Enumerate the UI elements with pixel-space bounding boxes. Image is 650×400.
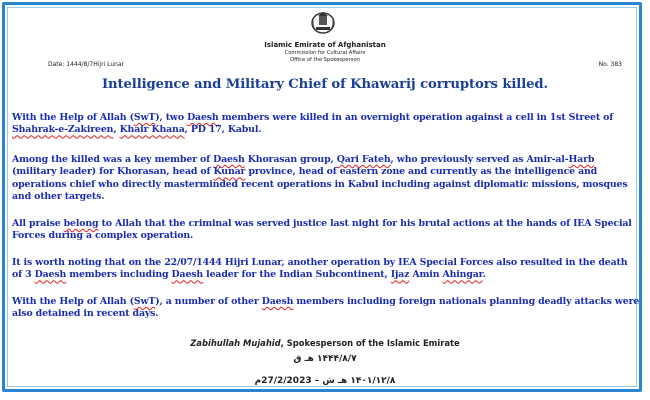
- paragraph-4: It is worth noting that on the 22/07/1444 Hijri Lunar, another operation by IEA Special Forces also resulted in the death of 3 Daesh members including Daesh leader for the Indian Subcontinent, Ijaz Amin Ahingar.: [12, 257, 628, 281]
- org-commission: Commission for Cultural Affairs: [284, 50, 366, 56]
- paragraph-1: With the Help of Allah (SwT), two Daesh members were killed in an overnight operation against a cell in 1st Street of Shahrak-e-Zakireen, Khair Khana, PD 17, Kabul.: [12, 112, 614, 136]
- paragraph-5: With the Help of Allah (SwT), a number of other Daesh members including foreign nationals planning deadly attacks were also detained in recent days.: [12, 296, 640, 320]
- paragraph-2: Among the killed was a key member of Daesh Khorasan group, Qari Fateh, who previously served as Amir-al-Harb (military leader) for Khorasan, head of Kunar province, head of eastern zone and currently as the intelligence and operations chief who directly masterminded recent operations in Kabul including against diplomatic missions, mosques and other targets.: [12, 154, 628, 202]
- signature-line: [0, 338, 650, 348]
- document-date: Date: 1444/8/7Hijri Lunar: [48, 61, 125, 68]
- document-number: No. 383: [598, 61, 622, 68]
- hijri-lunar-date: ۱۴۴۴/۸/۷ هـ ق: [293, 354, 357, 364]
- org-name: Islamic Emirate of Afghanistan: [264, 41, 386, 49]
- org-office: Office of the Spokesperson: [290, 57, 360, 63]
- emirate-emblem-icon: [309, 8, 337, 36]
- document-title: Intelligence and Military Chief of Khawarij corruptors killed.: [101, 77, 549, 92]
- spokesperson-name: Zabihullah Mujahid: [190, 338, 281, 348]
- hijri-solar-gregorian-date: ۱۴۰۱/۱۲/۸ هـ ش – 27/2/2023م: [254, 376, 396, 386]
- paragraph-3: All praise belong to Allah that the criminal was served justice last night for his brutal actions at the hands of IEA Special Forces during a complex operation.: [12, 218, 632, 242]
- spokesperson-role: , Spokesperson of the Islamic Emirate: [280, 338, 460, 348]
